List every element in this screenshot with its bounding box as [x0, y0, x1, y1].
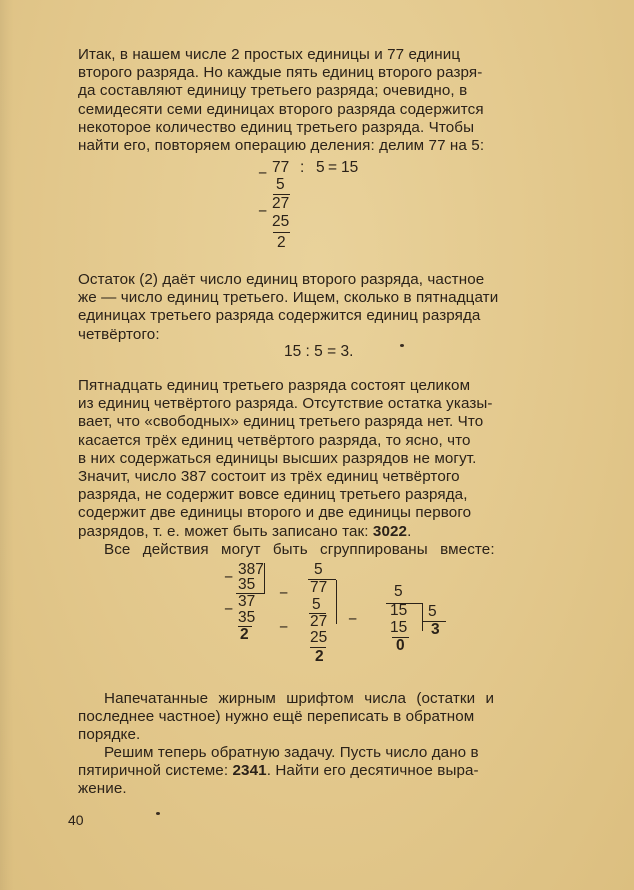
- paragraph-1-line-1: Итак, в нашем числе 2 простых единицы и 77 единиц: [78, 46, 461, 63]
- paragraph-2-line-4: четвёртого:: [78, 325, 160, 343]
- dividend: 77: [272, 159, 290, 176]
- paragraph-6-line-3: жение.: [78, 780, 127, 798]
- step1-divisor: 5: [314, 561, 323, 578]
- minus-sign: −: [348, 611, 358, 628]
- minus-sign: −: [258, 165, 268, 182]
- paragraph-2: [78, 271, 583, 344]
- remainder: 2: [277, 234, 286, 251]
- step1-remainder: 2: [240, 626, 249, 643]
- paragraph-5-line-1: Напечатанные жирным шрифтом числа (остатки и: [104, 690, 495, 707]
- print-speck: [156, 812, 160, 815]
- paragraph-4-line-1: Все действия могут быть сгруппированы вместе:: [104, 541, 495, 558]
- paragraph-1-line-5: некоторое количество единиц третьего разряда. Чтобы: [78, 118, 475, 136]
- paragraph-3-line-4: касается трёх единиц четвёртого разряда, то ясно, что: [78, 431, 471, 449]
- minus-sign-2: −: [258, 203, 268, 220]
- paragraph-2-line-2: же — число единиц третьего. Ищем, сколько в пятнадцати: [78, 289, 499, 307]
- paragraph-1-line-6: найти его, повторяем операцию деления: делим 77 на 5:: [78, 137, 485, 155]
- minus-sign: −: [224, 569, 234, 586]
- step1-dividend: 387: [238, 561, 264, 578]
- divisor: 5: [316, 159, 325, 176]
- partial-remainder: 27: [272, 195, 290, 212]
- paragraph-1-line-3: да составляют единицу третьего разряда; очевидно, в: [78, 82, 468, 100]
- step2-remainder: 2: [315, 648, 324, 665]
- division-rule-2: [273, 232, 290, 233]
- line2-suffix: . Найти его десятичное выра-: [266, 762, 479, 780]
- paragraph-3-line-3: вает, что «свободных» единиц третьего разряда нет. Что: [78, 413, 484, 431]
- step1-sub2: 35: [238, 609, 256, 626]
- step3-remainder: 0: [396, 637, 405, 654]
- paragraph-6-line-2: [78, 762, 583, 780]
- result-suffix: .: [407, 522, 412, 540]
- line2-prefix: пятиричной системе:: [78, 762, 233, 780]
- step1-divider: [264, 563, 265, 593]
- equation-15-div-5: 15 : 5 = 3.: [284, 343, 354, 360]
- step1-partial: 37: [238, 593, 256, 610]
- paragraph-5: [78, 690, 583, 745]
- minus-sign: −: [279, 619, 289, 636]
- step2-divider: [336, 580, 337, 624]
- division-77-by-5: [258, 160, 398, 260]
- step2-divisor: 5: [394, 583, 403, 600]
- equals-sign: =: [328, 159, 338, 176]
- paragraph-3-line-2: из единиц четвёртого разряда. Отсутствие остатка указы-: [78, 395, 493, 413]
- grouped-division: [222, 562, 442, 682]
- number-2341: 2341: [232, 762, 267, 780]
- paragraph-5-line-3: порядке.: [78, 726, 141, 744]
- paragraph-6-line-1: Решим теперь обратную задачу. Пусть число дано в: [104, 744, 479, 761]
- paragraph-3: [78, 377, 583, 541]
- quotient: 15: [341, 159, 359, 176]
- step3-quotient: 3: [431, 621, 440, 638]
- step2-dividend: 77: [310, 579, 328, 596]
- minus-sign: −: [224, 601, 234, 618]
- paragraph-5-line-2: последнее частное) нужно ещё переписать в обратном: [78, 708, 475, 726]
- paragraph-3-line-8: содержит две единицы второго и две единицы первого: [78, 504, 472, 522]
- result-number: 3022: [372, 522, 408, 540]
- paragraph-3-line-5: в них содержаться единицы высших разрядов не могут.: [78, 449, 477, 467]
- subtrahend-2: 25: [272, 213, 290, 230]
- step3-sub: 15: [390, 619, 408, 636]
- step3-divider: [422, 603, 423, 631]
- step2-sub: 5: [312, 596, 321, 613]
- paragraph-3-line-9: [78, 523, 583, 541]
- page-number: 40: [68, 812, 84, 828]
- paragraph-1: [78, 46, 583, 155]
- step2-partial: 27: [310, 613, 328, 630]
- paragraph-2-line-3: единицах третьего разряда содержится единиц разряда: [78, 307, 481, 325]
- step3-dividend: 15: [390, 602, 408, 619]
- result-prefix: разрядов, т. е. может быть записано так:: [78, 522, 373, 540]
- paragraph-6: [78, 744, 583, 799]
- paragraph-1-line-2: второго разряда. Но каждые пять единиц второго разря-: [78, 64, 483, 82]
- minus-sign: −: [279, 585, 289, 602]
- paragraph-3-line-1: Пятнадцать единиц третьего разряда состоят целиком: [78, 377, 471, 394]
- paragraph-3-line-6: Значит, число 387 состоит из трёх единиц четвёртого: [78, 468, 460, 486]
- paragraph-2-line-1: Остаток (2) даёт число единиц второго разряда, частное: [78, 271, 485, 288]
- colon: :: [300, 159, 305, 176]
- paragraph-4: [78, 541, 583, 559]
- step3-divisor: 5: [428, 603, 437, 620]
- paragraph-3-line-7: разряда, не содержит вовсе единиц третьего разряда,: [78, 486, 468, 504]
- step2-sub2: 25: [310, 629, 328, 646]
- step1-sub: 35: [238, 576, 256, 593]
- subtrahend-1: 5: [276, 176, 285, 193]
- print-speck: [400, 344, 404, 347]
- paragraph-1-line-4: семидесяти семи единицах второго разряда содержится: [78, 100, 484, 118]
